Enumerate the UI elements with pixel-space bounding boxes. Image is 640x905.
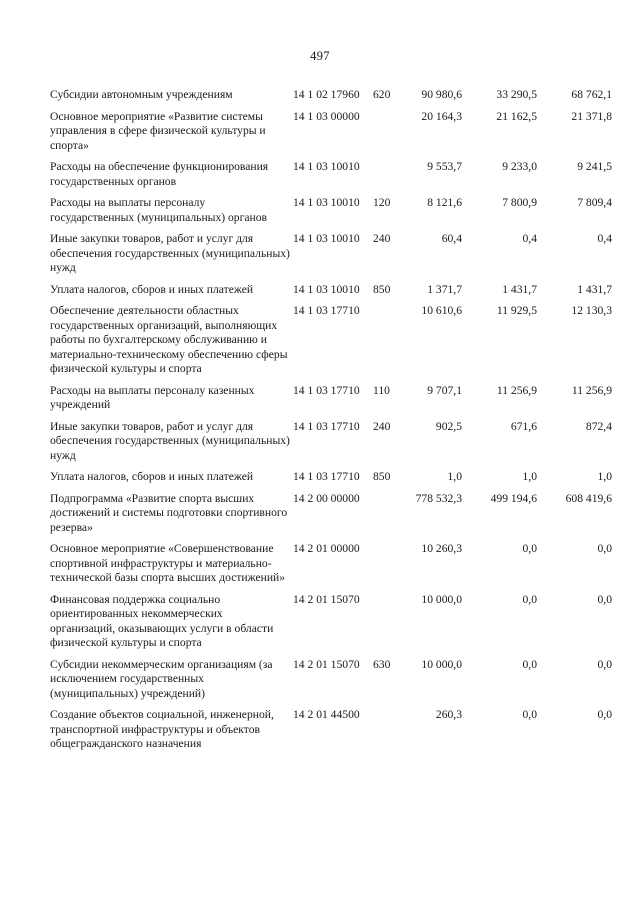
row-value-1: 20 164,3 <box>421 109 462 123</box>
row-name: Иные закупки товаров, работ и услуг для обеспечения государственных (муниципальных) нужд <box>50 232 290 274</box>
row-value-3: 9 241,5 <box>577 160 612 173</box>
table-row <box>50 420 612 464</box>
row-value-3: 0,0 <box>597 708 612 721</box>
row-value-1: 1 371,7 <box>427 282 462 296</box>
row-value-2: 1 431,7 <box>502 282 537 296</box>
row-value-1: 90 980,6 <box>421 88 462 101</box>
row-value-3: 0,0 <box>597 592 612 606</box>
row-value-3: 1 431,7 <box>577 282 612 296</box>
row-csr-code: 14 1 03 17710 <box>293 304 360 317</box>
row-vr-code: 630 <box>373 657 391 671</box>
row-name: Субсидии автономным учреждениям <box>50 88 233 101</box>
row-value-1: 10 610,6 <box>421 304 462 317</box>
table-row <box>50 593 612 651</box>
row-csr-code: 14 2 01 00000 <box>293 542 360 555</box>
row-value-2: 33 290,5 <box>496 88 537 101</box>
row-value-3: 68 762,1 <box>571 88 612 101</box>
row-value-2: 11 256,9 <box>496 383 537 397</box>
row-name: Уплата налогов, сборов и иных платежей <box>50 282 254 296</box>
row-csr-code: 14 1 03 10010 <box>293 196 360 209</box>
row-value-1: 10 000,0 <box>421 657 462 671</box>
row-value-2: 0,0 <box>522 708 537 721</box>
row-value-3: 12 130,3 <box>571 304 612 317</box>
row-value-1: 260,3 <box>435 708 462 721</box>
row-value-2: 0,0 <box>522 542 537 555</box>
row-csr-code: 14 1 03 17710 <box>293 470 360 483</box>
row-csr-code: 14 1 03 00000 <box>293 109 360 123</box>
row-value-3: 0,0 <box>597 542 612 555</box>
row-value-3: 608 419,6 <box>565 491 612 505</box>
row-value-3: 7 809,4 <box>577 196 612 209</box>
row-value-3: 21 371,8 <box>571 109 612 123</box>
table-row <box>50 470 612 485</box>
row-name: Финансовая поддержка социально ориентированных некоммерческих организаций, оказывающих услуги в области физической культуры и спорта <box>50 592 274 649</box>
row-value-2: 21 162,5 <box>496 109 537 123</box>
row-name: Расходы на выплаты персоналу казенных учреждений <box>50 383 255 411</box>
table-row <box>50 196 612 225</box>
row-name: Основное мероприятие «Развитие системы управления в сфере физической культуры и спорта» <box>50 109 266 152</box>
table-row <box>50 708 612 752</box>
row-value-1: 9 553,7 <box>427 160 462 173</box>
row-vr-code: 120 <box>373 196 391 209</box>
row-csr-code: 14 2 01 15070 <box>293 592 360 606</box>
row-vr-code: 620 <box>373 88 391 101</box>
row-value-2: 1,0 <box>522 470 537 483</box>
row-value-2: 0,0 <box>522 592 537 606</box>
table-row <box>50 232 612 276</box>
page-number: 497 <box>310 49 330 63</box>
row-value-3: 0,4 <box>597 232 612 245</box>
row-csr-code: 14 1 02 17960 <box>293 88 360 101</box>
row-name: Обеспечение деятельности областных государственных организаций, выполняющих работы по бухгалтерскому обслуживанию и материально-техническому обеспечению сферы физической культуры и спорта <box>50 304 288 375</box>
row-value-1: 9 707,1 <box>427 383 462 397</box>
row-value-2: 0,0 <box>522 657 537 671</box>
row-value-3: 1,0 <box>597 470 612 483</box>
row-vr-code: 240 <box>373 232 391 245</box>
row-name: Основное мероприятие «Совершенствование спортивной инфраструктуры и материально-технической базы спорта высших достижений» <box>50 542 286 584</box>
row-value-2: 671,6 <box>510 419 537 433</box>
row-csr-code: 14 1 03 10010 <box>293 232 360 245</box>
row-value-1: 1,0 <box>447 470 462 483</box>
row-value-2: 499 194,6 <box>490 491 537 505</box>
row-value-1: 10 260,3 <box>421 542 462 555</box>
row-value-2: 11 929,5 <box>496 304 537 317</box>
row-value-2: 9 233,0 <box>502 160 537 173</box>
row-value-1: 902,5 <box>435 419 462 433</box>
row-value-1: 778 532,3 <box>415 491 462 505</box>
row-vr-code: 110 <box>373 383 390 397</box>
row-csr-code: 14 1 03 10010 <box>293 160 360 173</box>
row-csr-code: 14 1 03 17710 <box>293 383 360 397</box>
table-row <box>50 492 612 536</box>
row-csr-code: 14 2 00 00000 <box>293 491 360 505</box>
row-name: Расходы на обеспечение функционирования государственных органов <box>50 160 269 188</box>
row-csr-code: 14 2 01 44500 <box>293 708 360 721</box>
row-name: Расходы на выплаты персоналу государственных (муниципальных) органов <box>50 196 267 224</box>
table-row <box>50 283 612 298</box>
row-name: Иные закупки товаров, работ и услуг для обеспечения государственных (муниципальных) нужд <box>50 419 290 462</box>
row-csr-code: 14 1 03 10010 <box>293 282 360 296</box>
row-csr-code: 14 1 03 17710 <box>293 419 360 433</box>
row-value-3: 0,0 <box>597 657 612 671</box>
row-name: Уплата налогов, сборов и иных платежей <box>50 470 254 483</box>
table-row <box>50 542 612 586</box>
row-value-1: 10 000,0 <box>421 592 462 606</box>
table-row <box>50 658 612 702</box>
row-name: Подпрограмма «Развитие спорта высших достижений и системы подготовки спортивного резерва» <box>50 491 288 534</box>
row-value-3: 11 256,9 <box>571 383 612 397</box>
row-name: Субсидии некоммерческим организациям (за исключением государственных (муниципальных) учреждений) <box>50 657 273 700</box>
row-name: Создание объектов социальной, инженерной, транспортной инфраструктуры и объектов общегражданского назначения <box>50 708 274 750</box>
table-row <box>50 88 612 103</box>
table-row <box>50 304 612 377</box>
row-value-1: 60,4 <box>441 232 462 245</box>
table-row <box>50 110 612 154</box>
row-csr-code: 14 2 01 15070 <box>293 657 360 671</box>
row-value-2: 7 800,9 <box>502 196 537 209</box>
row-value-3: 872,4 <box>585 419 612 433</box>
row-vr-code: 240 <box>373 419 391 433</box>
row-value-2: 0,4 <box>522 232 537 245</box>
row-value-1: 8 121,6 <box>427 196 462 209</box>
row-vr-code: 850 <box>373 470 391 483</box>
row-vr-code: 850 <box>373 282 391 296</box>
table-row <box>50 160 612 189</box>
budget-table <box>50 88 612 759</box>
table-row <box>50 384 612 413</box>
